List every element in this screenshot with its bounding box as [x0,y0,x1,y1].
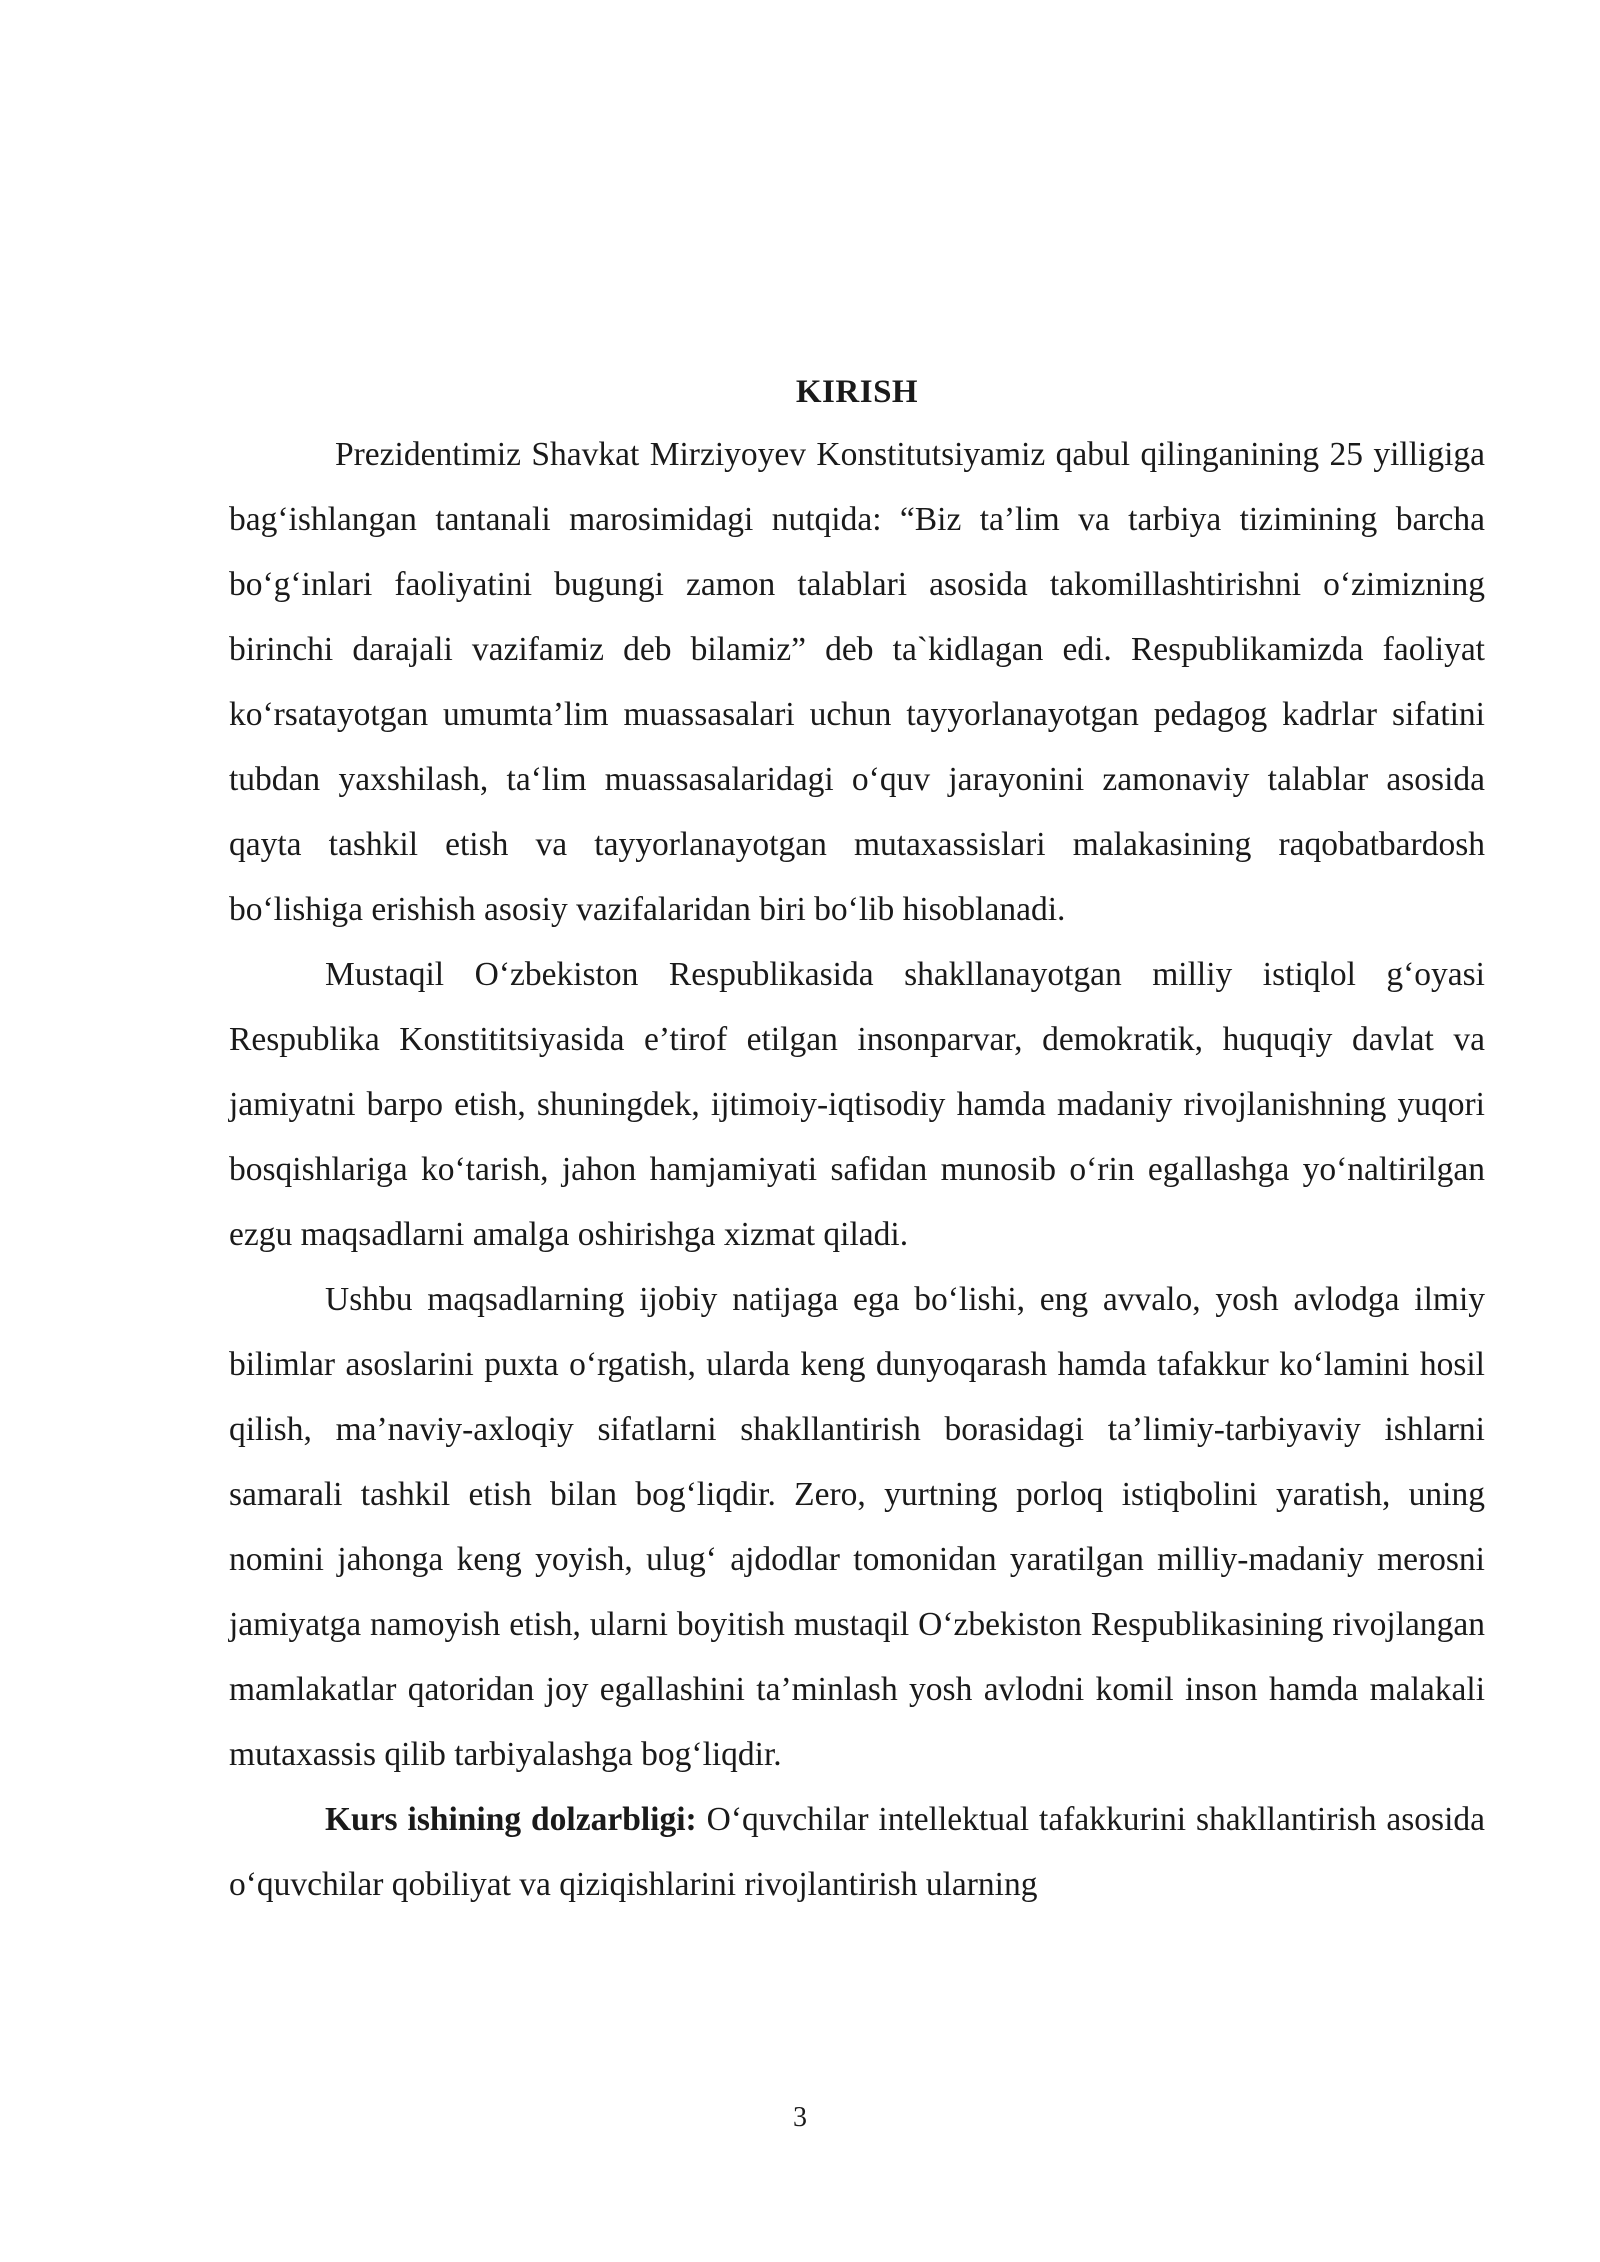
body-paragraph: Ushbu maqsadlarning ijobiy natijaga ega bo‘lishi, eng avvalo, yosh avlodga ilmiy bilimlar asoslarini puxta o‘rgatish, ularda keng dunyoqarash hamda tafakkur ko‘lamini hosil qilish, ma’naviy-axloqiy sifatlarni shakllantirish borasidagi ta’limiy-tarbiyaviy ishlarni samarali tashkil etish bilan bog‘liqdir. Zero, yurtning porloq istiqbolini yaratish, uning nomini jahonga keng yoyish, ulug‘ ajdodlar tomonidan yaratilgan milliy-madaniy merosni jamiyatga namoyish etish, ularni boyitish mustaqil O‘zbekiston Respublikasining rivojlangan mamlakatlar qatoridan joy egallashini ta’minlash yosh avlodni komil inson hamda malakali mutaxassis qilib tarbiyalashga bog‘liqdir. [229,1281,1485,1773]
section-heading: KIRISH [795,374,919,410]
page-number: 3 [793,2102,807,2133]
body-paragraph: Prezidentimiz Shavkat Mirziyoyev Konstitutsiyamiz qabul qilinganining 25 yilligiga bag‘ishlangan tantanali marosimidagi nutqida: “Biz ta’lim va tarbiya tizimining barcha bo‘g‘inlari faoliyatini bugungi zamon talablari asosida takomillashtirishni o‘zimizning birinchi darajali vazifamiz deb bilamiz” deb ta`kidlagan edi. Respublikamizda faoliyat ko‘rsatayotgan umumta’lim muassasalari uchun tayyorlanayotgan pedagog kadrlar sifatini tubdan yaxshilash, ta‘lim muassasalaridagi o‘quv jarayonini zamonaviy talablar asosida qayta tashkil etish va tayyorlanayotgan mutaxassislari malakasining raqobatbardosh bo‘lishiga erishish asosiy vazifalaridan biri bo‘lib hisoblanadi. [229,436,1485,928]
relevance-label: Kurs ishining dolzarbligi: [325,1801,697,1838]
relevance-paragraph [229,1787,1485,1917]
relevance-text: O‘quvchilar intellektual tafakkurini shakllantirish asosida o‘quvchilar qobiliyat va qiziqishlarini rivojlantirish ularning [229,1801,1485,1903]
body-paragraph: Mustaqil O‘zbekiston Respublikasida shakllanayotgan milliy istiqlol g‘oyasi Respublika Konstititsiyasida e’tirof etilgan insonparvar, demokratik, huquqiy davlat va jamiyatni barpo etish, shuningdek, ijtimoiy-iqtisodiy hamda madaniy rivojlanishning yuqori bosqishlariga ko‘tarish, jahon hamjamiyati safidan munosib o‘rin egallashga yo‘naltirilgan ezgu maqsadlarni amalga oshirishga xizmat qiladi. [229,956,1485,1253]
page-content [229,358,1485,1917]
